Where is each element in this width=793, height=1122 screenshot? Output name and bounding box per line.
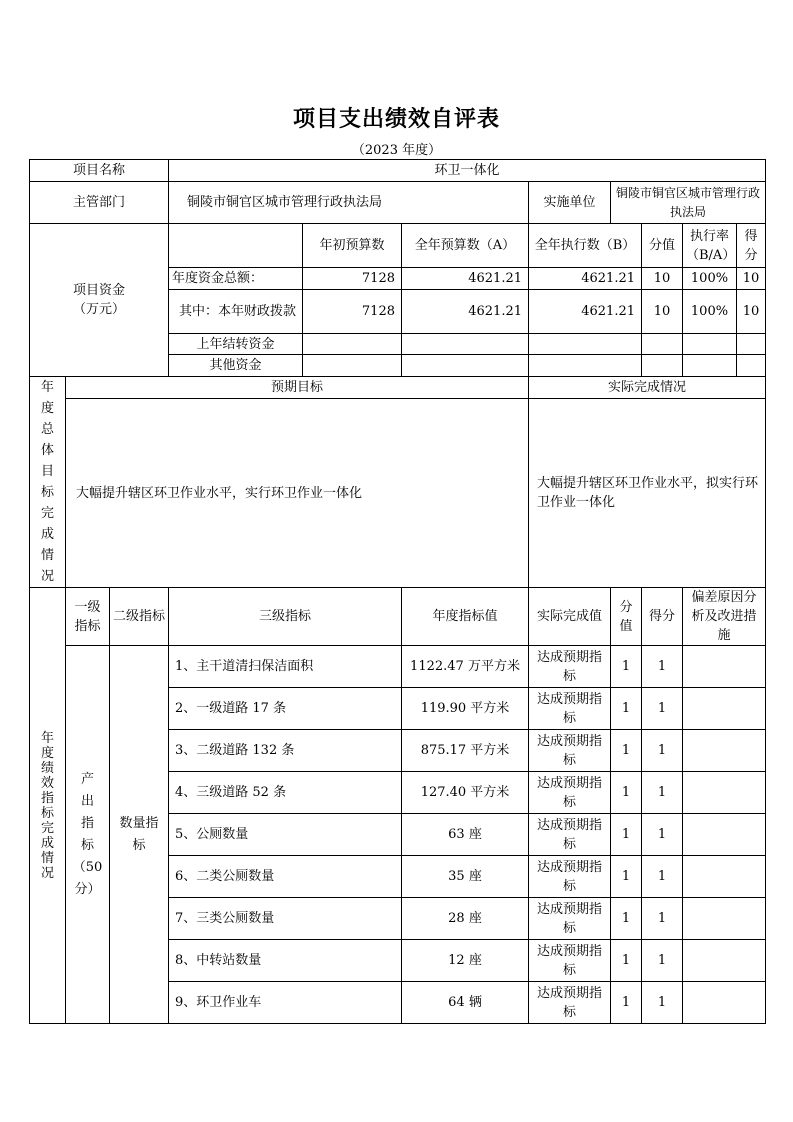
vertical-char: 总 — [40, 422, 54, 437]
funds-row-label: 年度资金总额： — [169, 268, 303, 290]
funds-row-label: 其他资金 — [169, 355, 303, 377]
indicator-name: 8、中转站数量 — [169, 940, 402, 982]
funds-row-initial — [303, 355, 402, 377]
vertical-char: 完 — [40, 820, 54, 836]
vertical-char: 效 — [40, 775, 54, 791]
vertical-char: 标 — [132, 837, 146, 853]
actual-header: 实际完成值 — [529, 588, 611, 646]
indicator-target: 1122.47 万平方米 — [402, 646, 529, 688]
project-name-label: 项目名称 — [30, 160, 169, 182]
indicator-actual: 达成预期指标 — [529, 814, 611, 856]
funds-row-score — [737, 334, 766, 355]
indicator-name: 5、公厕数量 — [169, 814, 402, 856]
funds-label-line2: （万元） — [72, 302, 125, 317]
funds-row-rate — [683, 355, 737, 377]
indicator-target: 875.17 平方米 — [402, 730, 529, 772]
level2-header: 二级指标 — [110, 588, 169, 646]
indicator-target: 12 座 — [402, 940, 529, 982]
funds-header-score: 得分 — [737, 224, 766, 268]
level2-quantity-indicator — [110, 646, 169, 1024]
analysis-header: 偏差原因分析及改进措施 — [683, 588, 766, 646]
level3-header: 三级指标 — [169, 588, 402, 646]
vertical-char: 出 — [80, 793, 94, 809]
funds-label — [30, 224, 169, 377]
vertical-char: 度 — [40, 401, 54, 416]
vertical-char: 况 — [40, 865, 54, 881]
indicator-name: 4、三级道路 52 条 — [169, 772, 402, 814]
indicator-target: 28 座 — [402, 898, 529, 940]
indicator-weight: 1 — [611, 646, 642, 688]
funds-header-budget: 全年预算数（A） — [402, 224, 529, 268]
actual-result-text: 大幅提升辖区环卫作业水平，拟实行环卫作业一体化 — [529, 399, 766, 588]
funds-row-weight — [642, 355, 683, 377]
vertical-char: 年 — [40, 730, 54, 746]
actual-result-header: 实际完成情况 — [529, 377, 766, 399]
indicator-name: 7、三类公厕数量 — [169, 898, 402, 940]
funds-row-rate — [683, 334, 737, 355]
funds-row-exec — [529, 355, 642, 377]
weight-header: 分值 — [611, 588, 642, 646]
indicator-name: 1、主干道清扫保洁面积 — [169, 646, 402, 688]
project-name-row — [30, 160, 766, 182]
funds-row-score: 10 — [737, 290, 766, 334]
indicator-analysis — [683, 730, 766, 772]
funds-row-score — [737, 355, 766, 377]
vertical-char: 产 — [80, 771, 94, 787]
funds-row-score: 10 — [737, 268, 766, 290]
vertical-char: 标 — [80, 837, 94, 853]
indicator-name: 3、二级道路 132 条 — [169, 730, 402, 772]
vertical-char: 情 — [40, 548, 54, 563]
funds-header-blank — [169, 224, 303, 268]
funds-header-rate: 执行率（B/A） — [683, 224, 737, 268]
implementing-unit-value: 铜陵市铜官区城市管理行政执法局 — [611, 182, 766, 224]
indicator-name: 6、二类公厕数量 — [169, 856, 402, 898]
indicator-score: 1 — [642, 646, 683, 688]
indicator-analysis — [683, 688, 766, 730]
indicator-actual: 达成预期指标 — [529, 898, 611, 940]
indicator-score: 1 — [642, 772, 683, 814]
funds-row-initial: 7128 — [303, 290, 402, 334]
indicators-header-row — [30, 588, 766, 646]
indicator-actual: 达成预期指标 — [529, 646, 611, 688]
indicator-weight: 1 — [611, 982, 642, 1024]
funds-row-budget: 4621.21 — [402, 268, 529, 290]
implementing-unit-label: 实施单位 — [529, 182, 611, 224]
indicator-target: 63 座 — [402, 814, 529, 856]
indicator-actual: 达成预期指标 — [529, 940, 611, 982]
funds-header-exec: 全年执行数（B） — [529, 224, 642, 268]
vertical-char: 度 — [40, 745, 54, 761]
indicator-weight: 1 — [611, 856, 642, 898]
funds-row-label: 其中：本年财政拨款 — [169, 290, 303, 334]
funds-row-exec: 4621.21 — [529, 290, 642, 334]
indicator-analysis — [683, 940, 766, 982]
vertical-char: 目 — [40, 464, 54, 479]
funds-header-initial: 年初预算数 — [303, 224, 402, 268]
indicator-analysis — [683, 898, 766, 940]
indicator-name: 2、一级道路 17 条 — [169, 688, 402, 730]
funds-row-rate: 100% — [683, 290, 737, 334]
funds-label-line1: 项目资金 — [72, 283, 125, 298]
indicator-actual: 达成预期指标 — [529, 730, 611, 772]
vertical-char: 成 — [40, 527, 54, 542]
indicator-analysis — [683, 772, 766, 814]
year-subtitle: （2023 年度） — [351, 143, 442, 158]
funds-row-exec — [529, 334, 642, 355]
vertical-char: 标 — [40, 485, 54, 500]
funds-row-weight — [642, 334, 683, 355]
funds-row-rate: 100% — [683, 268, 737, 290]
department-row — [30, 182, 766, 224]
project-name-value: 环卫一体化 — [169, 160, 766, 182]
funds-row-exec: 4621.21 — [529, 268, 642, 290]
vertical-char: （50 — [72, 859, 103, 875]
funds-header-row — [30, 224, 766, 268]
vertical-char: 绩 — [40, 760, 54, 776]
funds-row-label: 上年结转资金 — [169, 334, 303, 355]
indicator-analysis — [683, 856, 766, 898]
indicator-actual: 达成预期指标 — [529, 856, 611, 898]
expected-goal-text: 大幅提升辖区环卫作业水平，实行环卫作业一体化 — [66, 399, 529, 588]
indicator-score: 1 — [642, 982, 683, 1024]
funds-header-weight: 分值 — [642, 224, 683, 268]
vertical-char: 况 — [40, 569, 54, 584]
indicator-weight: 1 — [611, 730, 642, 772]
indicator-analysis — [683, 646, 766, 688]
score-header: 得分 — [642, 588, 683, 646]
indicator-analysis — [683, 982, 766, 1024]
indicator-weight: 1 — [611, 688, 642, 730]
target-header: 年度指标值 — [402, 588, 529, 646]
level1-output-indicator — [66, 646, 110, 1024]
funds-row-budget — [402, 334, 529, 355]
indicator-weight: 1 — [611, 772, 642, 814]
vertical-char: 情 — [40, 850, 54, 866]
vertical-char: 分） — [74, 881, 101, 897]
indicator-score: 1 — [642, 898, 683, 940]
funds-row-budget: 4621.21 — [402, 290, 529, 334]
goals-header-row — [30, 377, 766, 399]
vertical-char: 指 — [40, 790, 54, 806]
indicator-target: 119.90 平方米 — [402, 688, 529, 730]
indicator-name: 9、环卫作业车 — [169, 982, 402, 1024]
indicator-actual: 达成预期指标 — [529, 688, 611, 730]
indicator-target: 35 座 — [402, 856, 529, 898]
vertical-char: 数量指 — [119, 815, 159, 831]
indicator-score: 1 — [642, 730, 683, 772]
indicators-side-label — [30, 588, 66, 1024]
funds-row-initial: 7128 — [303, 268, 402, 290]
indicator-score: 1 — [642, 688, 683, 730]
indicator-score: 1 — [642, 940, 683, 982]
goals-side-label — [30, 377, 66, 588]
funds-row-weight: 10 — [642, 268, 683, 290]
indicator-score: 1 — [642, 814, 683, 856]
vertical-char: 成 — [40, 835, 54, 851]
vertical-char: 体 — [40, 443, 54, 458]
funds-row-initial — [303, 334, 402, 355]
department-label: 主管部门 — [30, 182, 169, 224]
expected-goal-header: 预期目标 — [66, 377, 529, 399]
indicator-target: 64 辆 — [402, 982, 529, 1024]
indicator-target: 127.40 平方米 — [402, 772, 529, 814]
indicator-weight: 1 — [611, 940, 642, 982]
indicator-weight: 1 — [611, 898, 642, 940]
vertical-char: 完 — [40, 506, 54, 521]
vertical-char: 年 — [40, 380, 54, 395]
indicator-analysis — [683, 814, 766, 856]
goals-content-row — [30, 399, 766, 588]
vertical-char: 标 — [40, 805, 54, 821]
indicator-weight: 1 — [611, 814, 642, 856]
funds-row-budget — [402, 355, 529, 377]
funds-row-weight: 10 — [642, 290, 683, 334]
evaluation-table — [29, 159, 766, 1024]
vertical-char: 指 — [80, 815, 94, 831]
page-title: 项目支出绩效自评表 — [292, 106, 500, 132]
indicator-score: 1 — [642, 856, 683, 898]
indicator-actual: 达成预期指标 — [529, 772, 611, 814]
indicator-actual: 达成预期指标 — [529, 982, 611, 1024]
indicator-row — [30, 646, 766, 688]
department-value: 铜陵市铜官区城市管理行政执法局 — [169, 182, 529, 224]
level1-header: 一级指标 — [66, 588, 110, 646]
